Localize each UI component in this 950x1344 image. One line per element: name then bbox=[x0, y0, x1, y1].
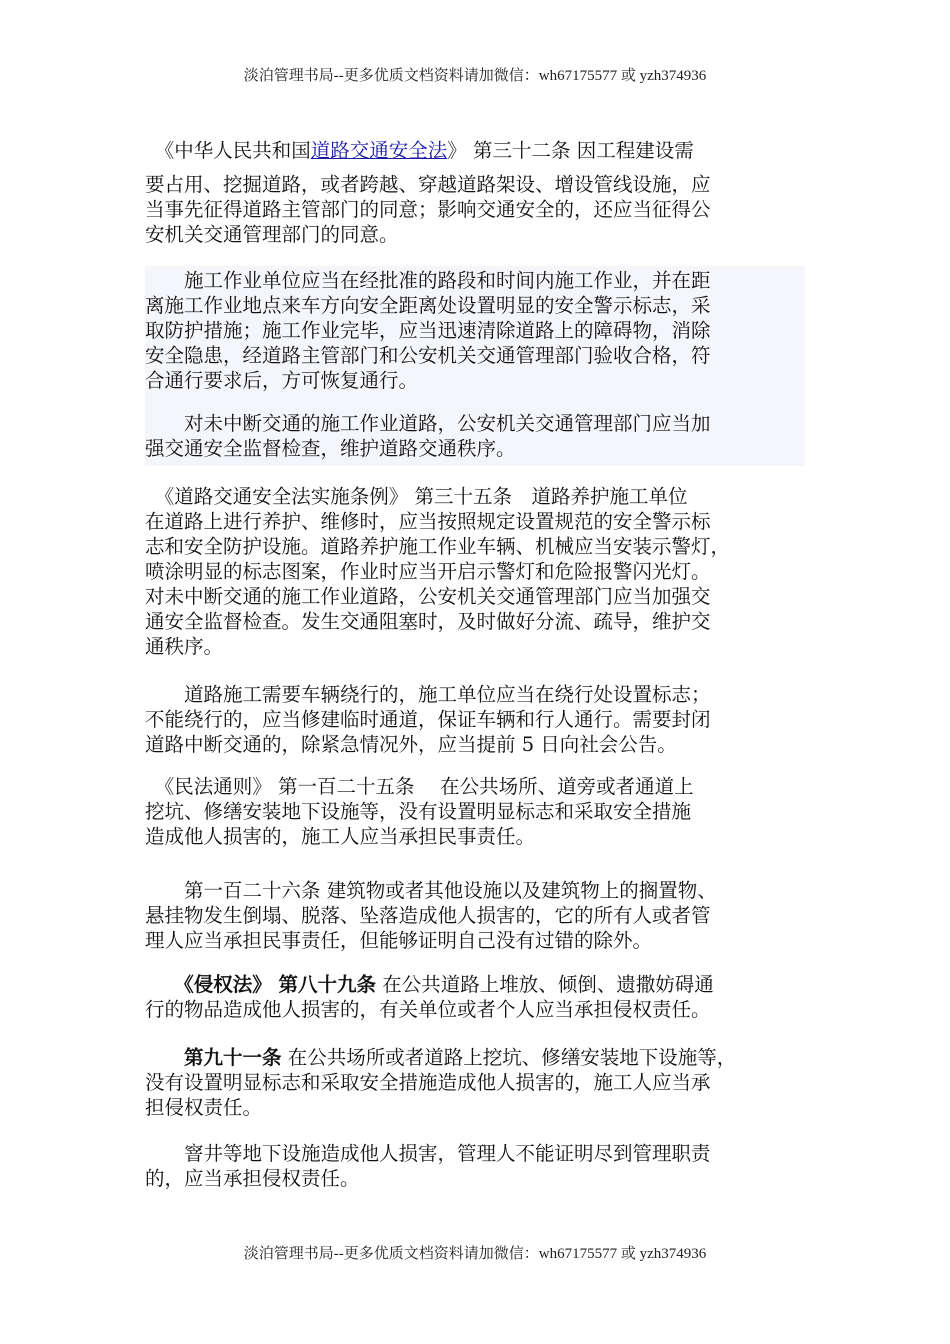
line: 的，应当承担侵权责任。 bbox=[145, 1167, 360, 1190]
paragraph-uninterrupted-traffic bbox=[145, 411, 810, 461]
line: 通安全监督检查。发生交通阻塞时，及时做好分流、疏导，维护交 bbox=[145, 610, 711, 633]
line: 道路施工需要车辆绕行的，施工单位应当在绕行处设置标志； bbox=[145, 683, 711, 706]
line: 不能绕行的，应当修建临时通道，保证车辆和行人通行。需要封闭 bbox=[145, 708, 711, 731]
line: 在道路上进行养护、维修时，应当按照规定设置规范的安全警示标 bbox=[145, 510, 711, 533]
paragraph-civil-law-art125 bbox=[145, 774, 810, 849]
road-safety-law-link[interactable]: 道路交通安全法 bbox=[310, 139, 448, 162]
text: 《中华人民共和国 bbox=[164, 139, 311, 162]
line: 离施工作业地点来车方向安全距离处设置明显的安全警示标志，采 bbox=[145, 294, 711, 317]
line: 没有设置明显标志和采取安全措施造成他人损害的，施工人应当承 bbox=[145, 1071, 711, 1094]
line bbox=[145, 138, 810, 163]
text: 在公共场所或者道路上挖坑、修缮安装地下设施等， bbox=[281, 1046, 737, 1069]
line: 志和安全防护设施。道路养护施工作业车辆、机械应当安装示警灯， bbox=[145, 535, 731, 558]
line bbox=[145, 1045, 810, 1070]
line: 喷涂明显的标志图案，作业时应当开启示警灯和危险报警闪光灯。 bbox=[145, 560, 711, 583]
line: 第一百二十六条 建筑物或者其他设施以及建筑物上的搁置物、 bbox=[145, 879, 717, 902]
line bbox=[145, 972, 810, 997]
line: 造成他人损害的，施工人应当承担民事责任。 bbox=[145, 825, 536, 848]
line: 《民法通则》 第一百二十五条 在公共场所、道旁或者通道上 bbox=[145, 775, 694, 798]
paragraph-construction-unit bbox=[145, 268, 810, 393]
line: 取防护措施；施工作业完毕，应当迅速清除道路上的障碍物，消除 bbox=[145, 319, 711, 342]
paragraph-implementation-regulations-art35 bbox=[145, 484, 810, 659]
paragraph-civil-law-art126 bbox=[145, 878, 810, 953]
line: 挖坑、修缮安装地下设施等，没有设置明显标志和采取安全措施 bbox=[145, 800, 692, 823]
line: 安机关交通管理部门的同意。 bbox=[145, 223, 399, 246]
paragraph-tort-law-art91 bbox=[145, 1045, 810, 1120]
line: 窨井等地下设施造成他人损害，管理人不能证明尽到管理职责 bbox=[145, 1142, 711, 1165]
line: 行的物品造成他人损害的，有关单位或者个人应当承担侵权责任。 bbox=[145, 998, 711, 1021]
paragraph-detour bbox=[145, 682, 810, 757]
line: 合通行要求后，方可恢复通行。 bbox=[145, 369, 419, 392]
paragraph-tort-law-art89 bbox=[145, 972, 810, 1022]
article-heading: 《侵权法》 第八十九条 bbox=[145, 973, 377, 996]
page-footer: 淡泊管理书局--更多优质文档资料请加微信：wh67175577 或 yzh374936 bbox=[243, 1246, 707, 1262]
line: 道路中断交通的，除紧急情况外，应当提前 5 日向社会公告。 bbox=[145, 733, 677, 756]
text: 》 第三十二条 因工程建设需 bbox=[447, 139, 694, 162]
paragraph-manhole bbox=[145, 1141, 810, 1191]
text: 在公共道路上堆放、倾倒、遗撒妨碍通 bbox=[376, 973, 714, 996]
paragraph-road-safety-law-art32 bbox=[145, 138, 810, 247]
line: 强交通安全监督检查，维护道路交通秩序。 bbox=[145, 437, 516, 460]
article-heading: 第九十一条 bbox=[145, 1046, 282, 1069]
line: 通秩序。 bbox=[145, 635, 224, 658]
line: 理人应当承担民事责任，但能够证明自己没有过错的除外。 bbox=[145, 929, 653, 952]
line: 担侵权责任。 bbox=[145, 1096, 263, 1119]
line: 《道路交通安全法实施条例》 第三十五条 道路养护施工单位 bbox=[145, 485, 688, 508]
line: 对未中断交通的施工作业道路，公安机关交通管理部门应当加 bbox=[145, 412, 711, 435]
line: 要占用、挖掘道路，或者跨越、穿越道路架设、增设管线设施，应 bbox=[145, 173, 711, 196]
line: 安全隐患，经道路主管部门和公安机关交通管理部门验收合格，符 bbox=[145, 344, 711, 367]
line: 对未中断交通的施工作业道路，公安机关交通管理部门应当加强交 bbox=[145, 585, 711, 608]
page-header: 淡泊管理书局--更多优质文档资料请加微信：wh67175577 或 yzh374936 bbox=[243, 68, 707, 84]
line: 施工作业单位应当在经批准的路段和时间内施工作业，并在距 bbox=[145, 269, 711, 292]
line: 当事先征得道路主管部门的同意；影响交通安全的，还应当征得公 bbox=[145, 198, 711, 221]
line: 悬挂物发生倒塌、脱落、坠落造成他人损害的，它的所有人或者管 bbox=[145, 904, 711, 927]
